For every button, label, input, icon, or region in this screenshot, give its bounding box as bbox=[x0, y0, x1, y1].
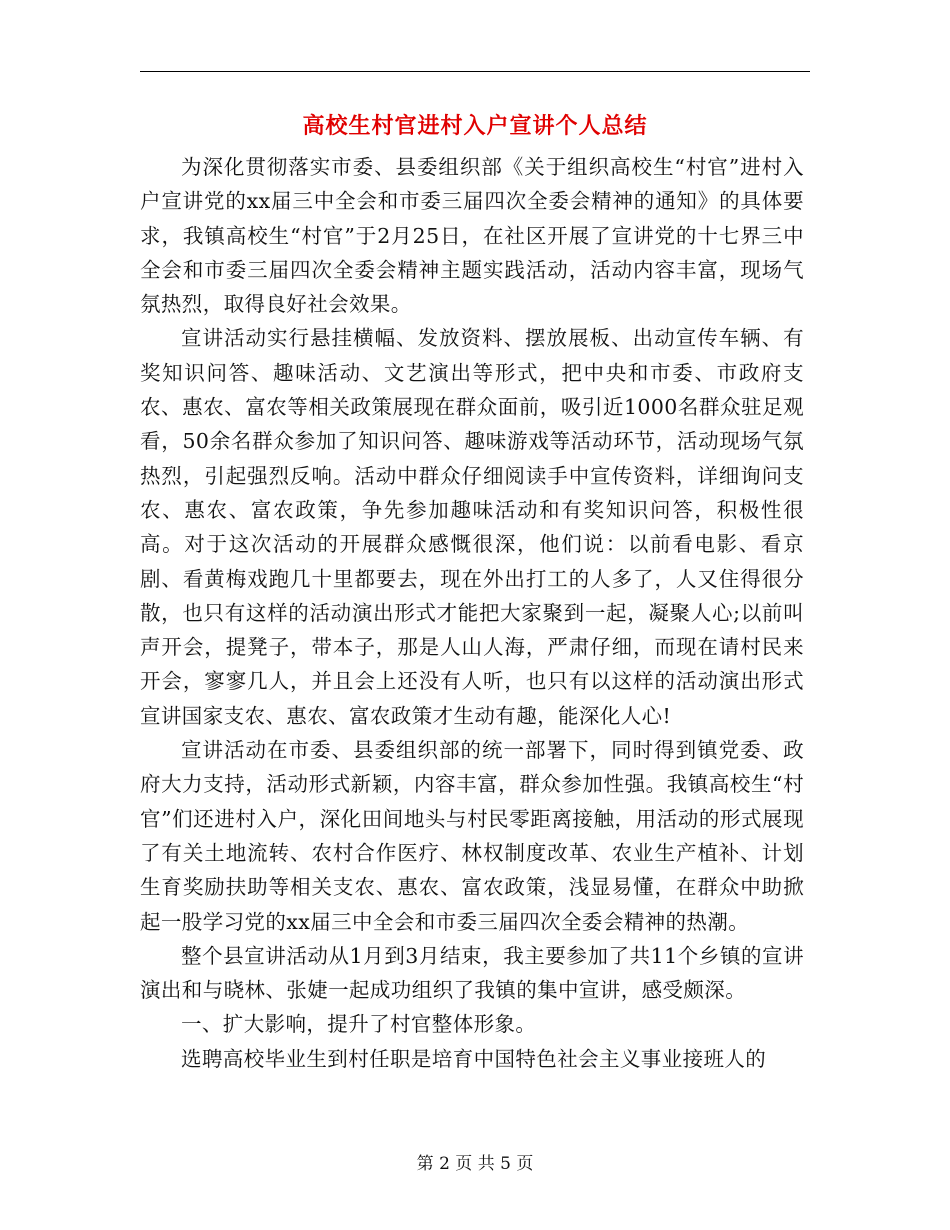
header-rule bbox=[140, 71, 810, 72]
document-title: 高校生村官进村入户宣讲个人总结 bbox=[302, 114, 648, 139]
paragraph: 为深化贯彻落实市委、县委组织部《关于组织高校生“村官”进村入户宣讲党的xx届三中全会和市委三届四次全委会精神的通知》的具体要求，我镇高校生“村官”于2月25日，在社区开展了宣讲党的十七界三中全会和市委三届四次全委会精神主题实践活动，活动内容丰富，现场气氛热烈，取得良好社会效果。 bbox=[140, 155, 804, 317]
document-body bbox=[140, 150, 804, 1076]
paragraph: 宣讲活动在市委、县委组织部的统一部署下，同时得到镇党委、政府大力支持，活动形式新颖，内容丰富，群众参加性强。我镇高校生“村官”们还进村入户，深化田间地头与村民零距离接触，用活动的形式展现了有关土地流转、农村合作医疗、林权制度改革、农业生产植补、计划生育奖励扶助等相关支农、惠农、富农政策，浅显易懂，在群众中助掀起一股学习党的xx届三中全会和市委三届四次全委会精神的热潮。 bbox=[140, 738, 804, 934]
paragraph: 宣讲活动实行悬挂横幅、发放资料、摆放展板、出动宣传车辆、有奖知识问答、趣味活动、文艺演出等形式，把中央和市委、市政府支农、惠农、富农等相关政策展现在群众面前，吸引近1000名群众驻足观看，50余名群众参加了知识问答、趣味游戏等活动环节，活动现场气氛热烈，引起强烈反响。活动中群众仔细阅读手中宣传资料，详细询问支农、惠农、富农政策，争先参加趣味活动和有奖知识问答，积极性很高。对于这次活动的开展群众感慨很深，他们说：以前看电影、看京剧、看黄梅戏跑几十里都要去，现在外出打工的人多了，人又住得很分散，也只有这样的活动演出形式才能把大家聚到一起，凝聚人心;以前叫声开会，提凳子，带本子，那是人山人海，严肃仔细，而现在请村民来开会，寥寥几人，并且会上还没有人听，也只有以这样的活动演出形式宣讲国家支农、惠农、富农政策才生动有趣，能深化人心! bbox=[140, 326, 804, 728]
paragraph: 选聘高校毕业生到村任职是培育中国特色社会主义事业接班人的 bbox=[181, 1046, 767, 1071]
paragraph: 整个县宣讲活动从1月到3月结束，我主要参加了共11个乡镇的宣讲演出和与晓林、张婕一起成功组织了我镇的集中宣讲，感受颇深。 bbox=[140, 943, 804, 1003]
section-heading: 一、扩大影响，提升了村官整体形象。 bbox=[181, 1012, 537, 1037]
page-number-footer: 第 2 页 共 5 页 bbox=[416, 1154, 534, 1174]
